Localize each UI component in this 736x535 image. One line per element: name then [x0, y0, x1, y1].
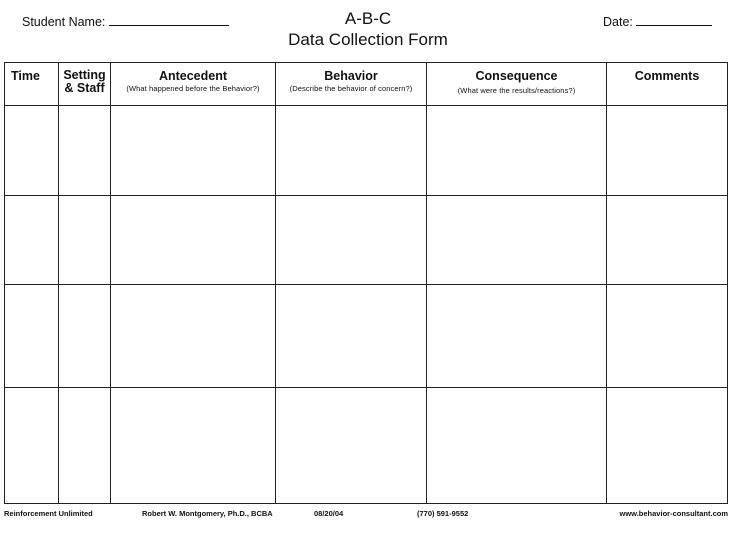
consequence-cell[interactable] [427, 285, 607, 388]
col-header-comments: Comments [607, 63, 728, 106]
footer-phone: (770) 591-9552 [417, 509, 469, 518]
col-header-behavior: Behavior (Describe the behavior of concern?) [276, 63, 427, 106]
form-title: A-B-C [344, 9, 392, 28]
time-cell[interactable] [5, 106, 59, 196]
date-field[interactable] [603, 13, 712, 29]
form-subtitle: Data Collection Form [288, 30, 448, 49]
comments-cell[interactable] [607, 106, 728, 196]
comments-cell[interactable] [607, 285, 728, 388]
behavior-cell[interactable] [276, 106, 427, 196]
footer-author: Robert W. Montgomery, Ph.D., BCBA [142, 509, 273, 518]
behavior-cell[interactable] [276, 196, 427, 285]
col-header-consequence: Consequence (What were the results/reactions?) [427, 63, 607, 106]
antecedent-cell[interactable] [111, 106, 276, 196]
footer-date: 08/20/04 [314, 509, 344, 518]
consequence-cell[interactable] [427, 106, 607, 196]
consequence-cell[interactable] [427, 388, 607, 504]
setting-cell[interactable] [59, 106, 111, 196]
col-header-setting-staff: Setting & Staff [59, 63, 111, 106]
date-label: Date: [603, 15, 633, 29]
behavior-cell[interactable] [276, 285, 427, 388]
abc-data-table [4, 62, 728, 504]
setting-cell[interactable] [59, 285, 111, 388]
footer-website[interactable]: www.behavior-consultant.com [619, 509, 728, 518]
table-row [5, 388, 728, 504]
antecedent-hint: (What happened before the Behavior?) [126, 84, 260, 93]
antecedent-cell[interactable] [111, 196, 276, 285]
date-blank[interactable] [636, 13, 712, 26]
behavior-cell[interactable] [276, 388, 427, 504]
time-cell[interactable] [5, 196, 59, 285]
setting-cell[interactable] [59, 196, 111, 285]
setting-cell[interactable] [59, 388, 111, 504]
col-header-time: Time [5, 63, 59, 106]
behavior-hint: (Describe the behavior of concern?) [289, 84, 413, 93]
consequence-hint: (What were the results/reactions?) [457, 86, 576, 95]
col-header-antecedent: Antecedent (What happened before the Behavior?) [111, 63, 276, 106]
table-row [5, 106, 728, 196]
time-cell[interactable] [5, 388, 59, 504]
footer-org: Reinforcement Unlimited [4, 509, 93, 518]
table-row [5, 285, 728, 388]
comments-cell[interactable] [607, 388, 728, 504]
antecedent-cell[interactable] [111, 285, 276, 388]
student-name-label: Student Name: [22, 15, 106, 29]
consequence-cell[interactable] [427, 196, 607, 285]
antecedent-cell[interactable] [111, 388, 276, 504]
table-row [5, 196, 728, 285]
table-header-row [5, 63, 728, 106]
comments-cell[interactable] [607, 196, 728, 285]
time-cell[interactable] [5, 285, 59, 388]
